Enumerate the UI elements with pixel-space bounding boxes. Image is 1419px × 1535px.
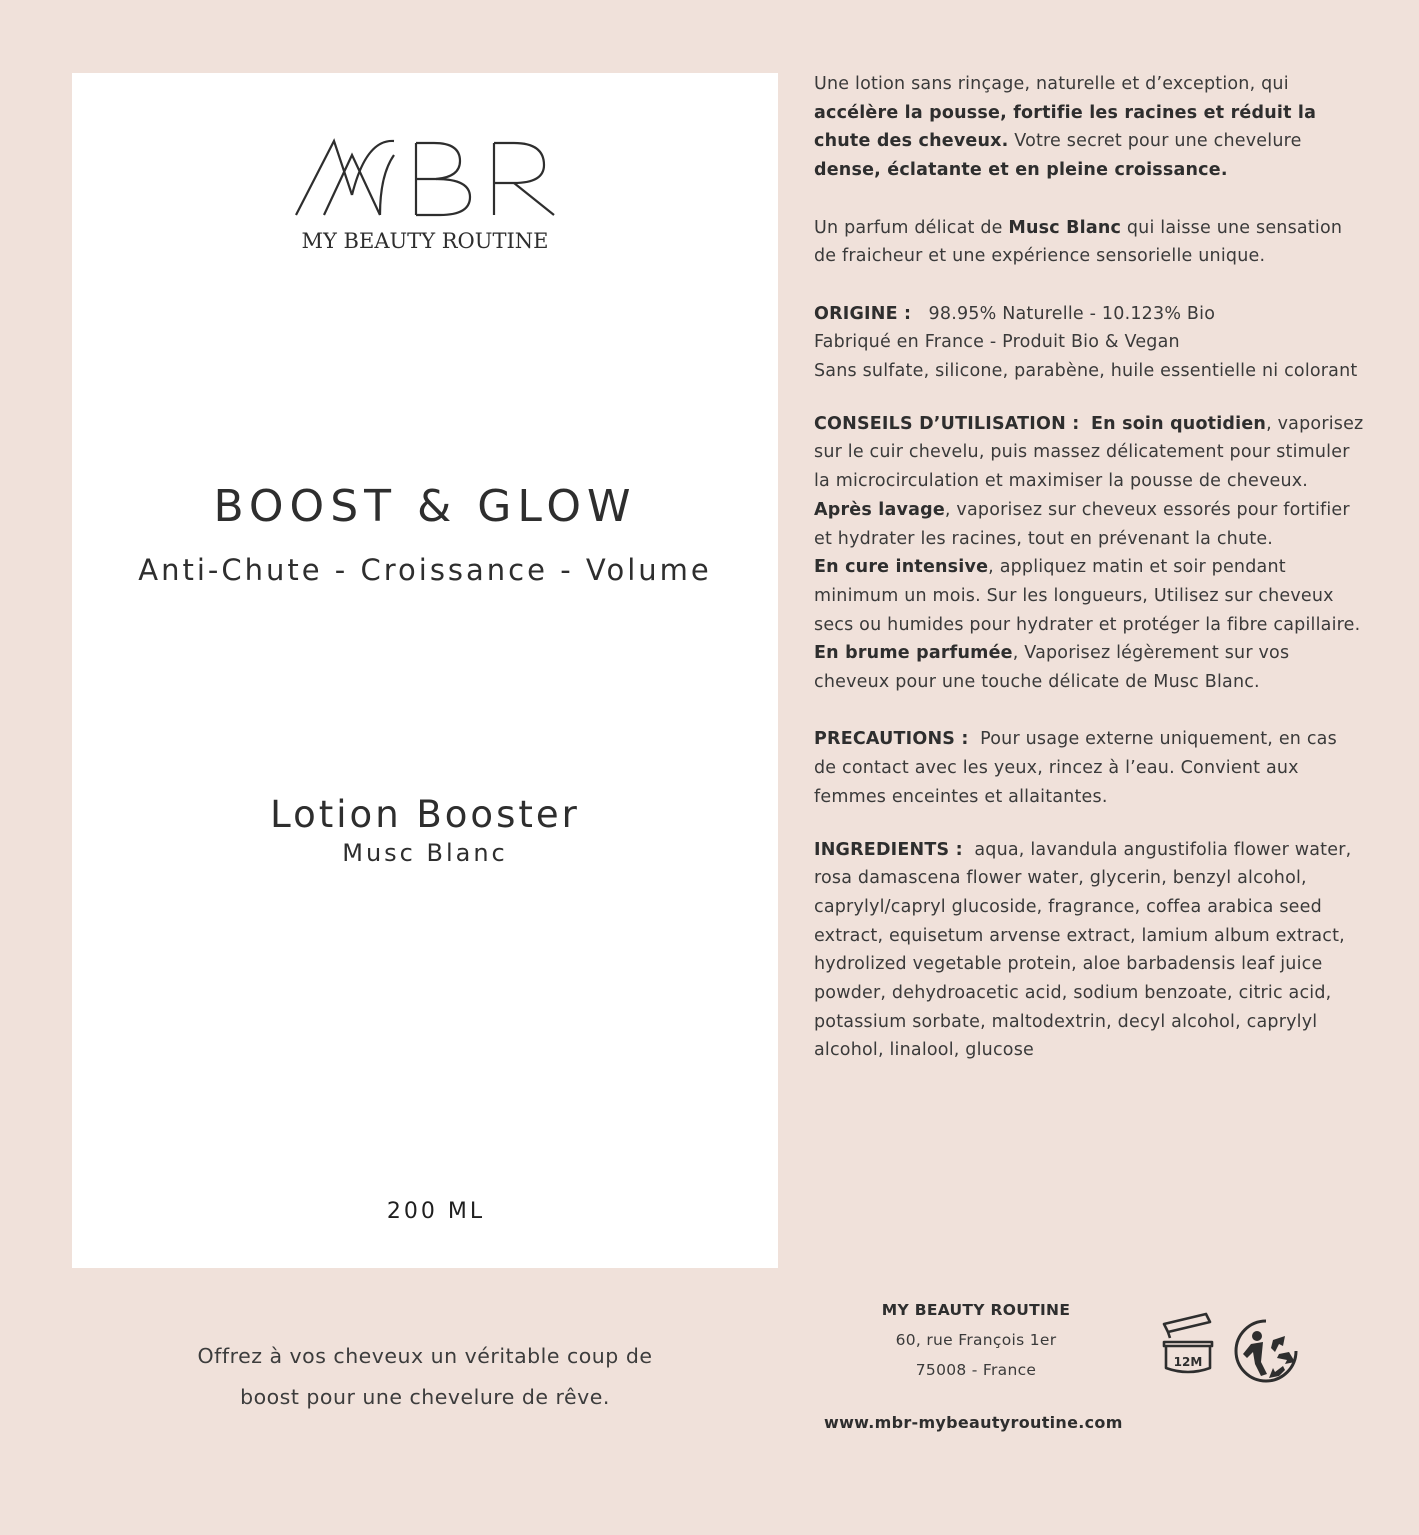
conseils-subtitle: En brume parfumée [814, 643, 1013, 664]
company-name: MY BEAUTY ROUTINE [881, 1301, 1071, 1319]
conseils-label: CONSEILS D’UTILISATION : [814, 413, 1080, 434]
svg-text:12M: 12M [1173, 1355, 1203, 1369]
origine-line: Fabriqué en France - Produit Bio & Vegan [814, 332, 1180, 353]
product-name: Lotion Booster [270, 793, 580, 836]
intro-highlight: accélère la pousse, fortifie les racines et réduit la chute des cheveux. [814, 102, 1317, 152]
conseils-text: , appliquez matin et soir pendant minimum un mois. Sur les longueurs, Utilisez sur cheveux secs ou humides pour hydrater et protéger la fibre capillaire. [814, 557, 1361, 635]
website-link[interactable]: www.mbr-mybeautyroutine.com [824, 1413, 1123, 1432]
brand-wordmark: MY BEAUTY ROUTINE [301, 229, 549, 253]
address-city: 75008 - France [915, 1361, 1037, 1379]
ingredients-label: INGREDIENTS : [814, 839, 963, 860]
company-address [840, 1295, 1112, 1385]
conseils-subtitle: En soin quotidien [1090, 413, 1267, 434]
product-description [814, 70, 1364, 1065]
conseils-text: , Vaporisez légèrement sur vos cheveux pour une touche délicate de Musc Blanc. [814, 643, 1290, 693]
intro-text: Une lotion sans rinçage, naturelle et d’exception, qui [814, 74, 1289, 94]
triman-recycle-icon [1233, 1318, 1299, 1384]
origine-section [814, 300, 1364, 386]
conseils-subtitle: Après lavage [814, 499, 945, 520]
intro-paragraph [814, 70, 1364, 185]
parfum-highlight: Musc Blanc [1008, 217, 1122, 238]
conseils-section [814, 410, 1364, 697]
precautions-text: Pour usage externe uniquement, en cas de contact avec les yeux, rincez à l’eau. Convient aux femmes enceintes et allaitantes. [814, 729, 1337, 807]
origine-label: ORIGINE : [814, 303, 912, 324]
product-scent: Musc Blanc [342, 839, 508, 867]
origine-line: Sans sulfate, silicone, parabène, huile essentielle ni colorant [814, 361, 1358, 381]
origine-line: 98.95% Naturelle - 10.123% Bio [928, 303, 1216, 324]
product-volume: 200 ML [386, 1199, 486, 1224]
parfum-text: Un parfum délicat de [814, 217, 1009, 238]
mbr-logo-icon [294, 135, 556, 221]
ingredients-text: aqua, lavandula angustifolia flower water, rosa damascena flower water, glycerin, benzyl alcohol, caprylyl/capryl glucoside, fragrance, coffea arabica seed extract, equisetum arvense extract, lamium album extract, hydrolized vegetable protein, aloe barbadensis leaf juice powder, dehydroacetic acid, sodium benzoate, citric acid, potassium sorbate, maltodextrin, decyl alcohol, caprylyl alcohol, linalool, glucose [814, 839, 1352, 1061]
tagline [72, 1336, 778, 1418]
tagline-line: boost pour une chevelure de rêve. [240, 1385, 610, 1409]
intro-highlight: dense, éclatante et en pleine croissance. [814, 160, 1228, 181]
parfum-paragraph [814, 214, 1364, 271]
product-line-title: BOOST & GLOW [213, 481, 637, 532]
product-label [72, 73, 778, 1268]
conseils-text: , vaporisez sur le cuir chevelu, puis massez délicatement pour stimuler la microcirculation et maximiser la pousse de cheveux. [814, 413, 1364, 492]
open-jar-icon [1158, 1312, 1218, 1378]
parfum-text: qui laisse une sensation de fraicheur et une expérience sensorielle unique. [814, 217, 1343, 267]
precautions-section [814, 725, 1364, 811]
conseils-text: , vaporisez sur cheveux essorés pour fortifier et hydrater les racines, tout en prévenant la chute. [814, 499, 1350, 549]
intro-text: Votre secret pour une chevelure [1008, 131, 1302, 152]
tagline-line: Offrez à vos cheveux un véritable coup de [197, 1344, 653, 1368]
address-street: 60, rue François 1er [895, 1331, 1057, 1349]
ingredients-section [814, 836, 1364, 1066]
conseils-subtitle: En cure intensive [814, 557, 989, 578]
precautions-label: PRECAUTIONS : [814, 729, 969, 750]
product-benefits: Anti-Chute - Croissance - Volume [138, 553, 712, 587]
